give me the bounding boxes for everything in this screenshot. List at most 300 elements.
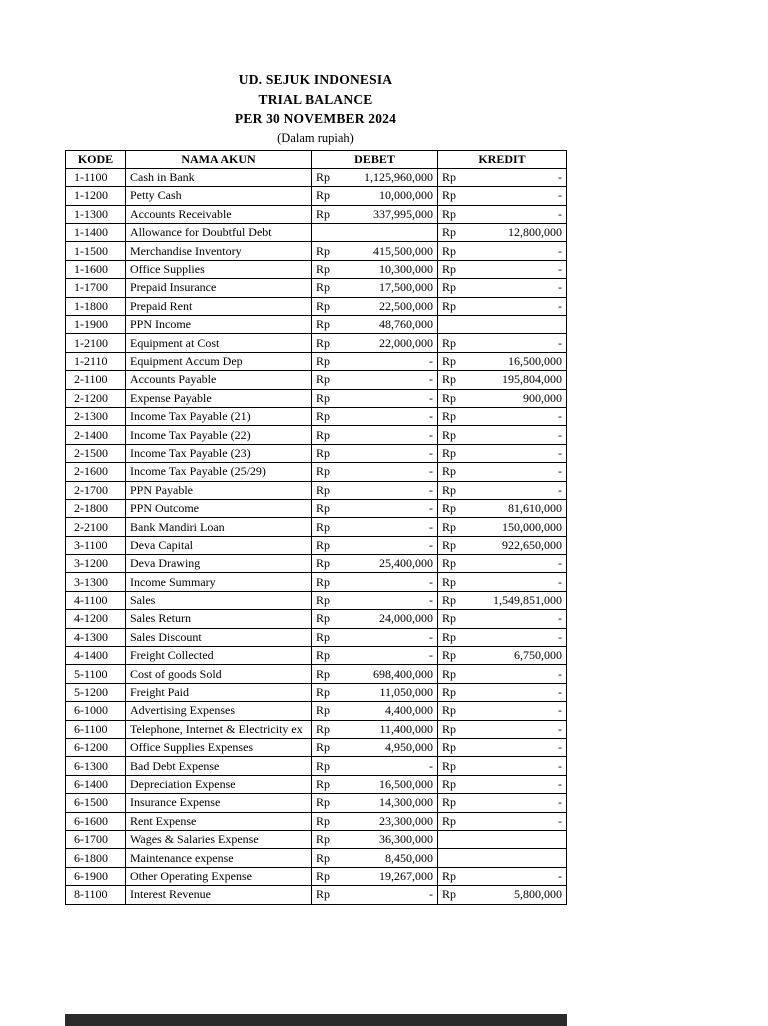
kredit-cell <box>438 407 567 425</box>
debet-value <box>312 573 437 590</box>
kredit-value <box>438 261 566 278</box>
table-row <box>66 757 567 775</box>
kredit-amount: - <box>558 666 562 681</box>
kredit-value <box>438 537 566 554</box>
account-code: 6-1300 <box>66 757 126 775</box>
account-code: 2-1600 <box>66 463 126 481</box>
table-row <box>66 886 567 904</box>
account-name: Interest Revenue <box>126 886 312 904</box>
account-name: Equipment at Cost <box>126 334 312 352</box>
debet-value <box>312 665 437 682</box>
debet-amount: - <box>429 501 433 516</box>
account-name: Petty Cash <box>126 187 312 205</box>
table-row <box>66 481 567 499</box>
table-row <box>66 187 567 205</box>
currency-label: Rp <box>316 372 331 387</box>
debet-value <box>312 371 437 388</box>
debet-value <box>312 757 437 774</box>
debet-amount: 17,500,000 <box>379 280 433 295</box>
account-code: 3-1200 <box>66 555 126 573</box>
debet-amount: - <box>429 519 433 534</box>
debet-cell <box>312 260 438 278</box>
kredit-value <box>438 390 566 407</box>
table-header <box>66 150 567 168</box>
debet-cell <box>312 352 438 370</box>
kredit-value <box>438 555 566 572</box>
debet-cell <box>312 371 438 389</box>
debet-value <box>312 702 437 719</box>
currency-label: Rp <box>442 335 457 350</box>
account-name: Deva Capital <box>126 536 312 554</box>
bottom-dark-bar <box>65 1014 567 1026</box>
table-row <box>66 683 567 701</box>
kredit-amount: - <box>558 262 562 277</box>
currency-label: Rp <box>316 611 331 626</box>
debet-cell <box>312 757 438 775</box>
kredit-value <box>438 169 566 186</box>
account-code: 2-1400 <box>66 426 126 444</box>
account-code: 1-1500 <box>66 242 126 260</box>
kredit-cell <box>438 444 567 462</box>
kredit-amount: - <box>558 758 562 773</box>
kredit-cell <box>438 371 567 389</box>
account-name: Cost of goods Sold <box>126 665 312 683</box>
currency-label: Rp <box>442 776 457 791</box>
currency-label: Rp <box>316 813 331 828</box>
table-row <box>66 775 567 793</box>
kredit-value <box>438 482 566 499</box>
debet-value <box>312 684 437 701</box>
kredit-amount: - <box>558 703 562 718</box>
kredit-value <box>438 206 566 223</box>
currency-label: Rp <box>316 648 331 663</box>
debet-amount: - <box>429 648 433 663</box>
debet-value <box>312 206 437 223</box>
kredit-value <box>438 647 566 664</box>
kredit-amount: - <box>558 243 562 258</box>
kredit-cell <box>438 168 567 186</box>
debet-amount: 415,500,000 <box>373 243 433 258</box>
kredit-amount: - <box>558 574 562 589</box>
debet-cell <box>312 463 438 481</box>
account-code: 1-2100 <box>66 334 126 352</box>
debet-amount: - <box>429 593 433 608</box>
kredit-amount: - <box>558 482 562 497</box>
account-code: 4-1400 <box>66 647 126 665</box>
currency-label: Rp <box>316 537 331 552</box>
debet-value <box>312 445 437 462</box>
table-row <box>66 371 567 389</box>
kredit-amount: - <box>558 776 562 791</box>
debet-cell <box>312 775 438 793</box>
kredit-value <box>438 868 566 885</box>
account-code: 1-1700 <box>66 279 126 297</box>
currency-label: Rp <box>442 868 457 883</box>
currency-label: Rp <box>442 648 457 663</box>
kredit-amount: - <box>558 335 562 350</box>
debet-cell <box>312 610 438 628</box>
column-header-kredit: KREDIT <box>438 150 567 168</box>
kredit-amount: - <box>558 611 562 626</box>
kredit-cell <box>438 867 567 885</box>
kredit-amount: - <box>558 280 562 295</box>
kredit-cell <box>438 205 567 223</box>
debet-value <box>312 242 437 259</box>
currency-label: Rp <box>316 758 331 773</box>
kredit-cell <box>438 555 567 573</box>
account-name: Income Tax Payable (21) <box>126 407 312 425</box>
currency-label: Rp <box>442 519 457 534</box>
currency-label: Rp <box>442 666 457 681</box>
account-code: 2-1800 <box>66 499 126 517</box>
table-row <box>66 316 567 334</box>
debet-cell <box>312 647 438 665</box>
debet-value <box>312 408 437 425</box>
debet-cell <box>312 867 438 885</box>
debet-cell <box>312 316 438 334</box>
currency-label: Rp <box>316 206 331 221</box>
currency-label: Rp <box>316 795 331 810</box>
account-name: PPN Income <box>126 316 312 334</box>
kredit-amount: - <box>558 629 562 644</box>
debet-cell <box>312 444 438 462</box>
currency-label: Rp <box>316 776 331 791</box>
currency-label: Rp <box>316 353 331 368</box>
debet-amount: - <box>429 427 433 442</box>
kredit-cell <box>438 665 567 683</box>
account-code: 1-1300 <box>66 205 126 223</box>
table-row <box>66 591 567 609</box>
currency-label: Rp <box>442 611 457 626</box>
currency-label: Rp <box>442 482 457 497</box>
debet-amount: 10,000,000 <box>379 188 433 203</box>
currency-label: Rp <box>442 887 457 902</box>
account-name: Expense Payable <box>126 389 312 407</box>
debet-value <box>312 482 437 499</box>
debet-cell <box>312 242 438 260</box>
debet-value <box>312 629 437 646</box>
currency-label: Rp <box>316 445 331 460</box>
currency-label: Rp <box>316 721 331 736</box>
currency-label: Rp <box>316 868 331 883</box>
kredit-amount: - <box>558 868 562 883</box>
currency-label: Rp <box>316 556 331 571</box>
account-name: Other Operating Expense <box>126 867 312 885</box>
kredit-value <box>438 445 566 462</box>
currency-label: Rp <box>316 390 331 405</box>
table-row <box>66 849 567 867</box>
kredit-cell <box>438 702 567 720</box>
debet-cell <box>312 628 438 646</box>
table-row <box>66 867 567 885</box>
debet-cell <box>312 205 438 223</box>
currency-label: Rp <box>316 593 331 608</box>
debet-amount: 4,400,000 <box>385 703 433 718</box>
table-row <box>66 389 567 407</box>
table-row <box>66 279 567 297</box>
header-row <box>66 150 567 168</box>
debet-value <box>312 739 437 756</box>
account-code: 6-1400 <box>66 775 126 793</box>
kredit-value <box>438 518 566 535</box>
kredit-value <box>438 224 566 241</box>
kredit-cell <box>438 481 567 499</box>
debet-amount: - <box>429 537 433 552</box>
table-row <box>66 168 567 186</box>
account-code: 1-1100 <box>66 168 126 186</box>
account-name: Prepaid Rent <box>126 297 312 315</box>
currency-label: Rp <box>442 501 457 516</box>
kredit-cell <box>438 775 567 793</box>
debet-value <box>312 776 437 793</box>
debet-cell <box>312 426 438 444</box>
kredit-cell <box>438 849 567 867</box>
table-row <box>66 260 567 278</box>
currency-label: Rp <box>316 280 331 295</box>
currency-label: Rp <box>442 206 457 221</box>
account-name: PPN Payable <box>126 481 312 499</box>
debet-amount: - <box>429 887 433 902</box>
table-row <box>66 407 567 425</box>
account-code: 8-1100 <box>66 886 126 904</box>
currency-label: Rp <box>442 795 457 810</box>
currency-label: Rp <box>442 813 457 828</box>
kredit-amount: 922,650,000 <box>502 537 562 552</box>
kredit-cell <box>438 610 567 628</box>
currency-label: Rp <box>316 427 331 442</box>
kredit-amount: - <box>558 206 562 221</box>
debet-value <box>312 555 437 572</box>
kredit-value <box>438 886 566 903</box>
currency-label: Rp <box>316 243 331 258</box>
kredit-amount: - <box>558 445 562 460</box>
currency-label: Rp <box>316 666 331 681</box>
debet-amount: - <box>429 464 433 479</box>
debet-value <box>312 721 437 738</box>
currency-label: Rp <box>442 243 457 258</box>
debet-cell <box>312 886 438 904</box>
currency-label: Rp <box>442 298 457 313</box>
currency-label: Rp <box>442 262 457 277</box>
kredit-cell <box>438 794 567 812</box>
kredit-value <box>438 298 566 315</box>
kredit-amount: - <box>558 464 562 479</box>
debet-value <box>312 500 437 517</box>
debet-amount: 11,050,000 <box>379 685 433 700</box>
kredit-cell <box>438 591 567 609</box>
currency-label: Rp <box>442 427 457 442</box>
kredit-amount: - <box>558 721 562 736</box>
currency-label: Rp <box>316 170 331 185</box>
account-name: Accounts Payable <box>126 371 312 389</box>
debet-value <box>312 316 437 333</box>
account-code: 1-1900 <box>66 316 126 334</box>
unit-note: (Dalam rupiah) <box>277 130 354 145</box>
debet-value <box>312 849 437 866</box>
table-row <box>66 555 567 573</box>
kredit-value <box>438 426 566 443</box>
column-header-nama-akun: NAMA AKUN <box>126 150 312 168</box>
kredit-value <box>438 279 566 296</box>
kredit-amount: 6,750,000 <box>514 648 562 663</box>
kredit-amount: - <box>558 427 562 442</box>
kredit-value <box>438 665 566 682</box>
kredit-amount: - <box>558 685 562 700</box>
currency-label: Rp <box>316 703 331 718</box>
table-row <box>66 794 567 812</box>
account-code: 3-1300 <box>66 573 126 591</box>
debet-cell <box>312 720 438 738</box>
kredit-cell <box>438 886 567 904</box>
account-name: Office Supplies Expenses <box>126 739 312 757</box>
debet-value <box>312 390 437 407</box>
table-row <box>66 334 567 352</box>
kredit-cell <box>438 224 567 242</box>
currency-label: Rp <box>442 740 457 755</box>
account-name: Freight Collected <box>126 647 312 665</box>
debet-value <box>312 886 437 903</box>
account-code: 6-1600 <box>66 812 126 830</box>
account-name: Cash in Bank <box>126 168 312 186</box>
account-code: 5-1100 <box>66 665 126 683</box>
kredit-cell <box>438 720 567 738</box>
debet-amount: 8,450,000 <box>385 850 433 865</box>
debet-value <box>312 426 437 443</box>
currency-label: Rp <box>316 574 331 589</box>
debet-amount: 16,500,000 <box>379 776 433 791</box>
account-name: Freight Paid <box>126 683 312 701</box>
debet-cell <box>312 812 438 830</box>
kredit-amount: - <box>558 298 562 313</box>
account-code: 5-1200 <box>66 683 126 701</box>
kredit-cell <box>438 536 567 554</box>
debet-cell <box>312 591 438 609</box>
debet-value <box>312 610 437 627</box>
kredit-cell <box>438 647 567 665</box>
kredit-value <box>438 776 566 793</box>
debet-cell <box>312 224 438 242</box>
account-name: Income Tax Payable (22) <box>126 426 312 444</box>
debet-amount: - <box>429 758 433 773</box>
table-row <box>66 830 567 848</box>
currency-label: Rp <box>316 298 331 313</box>
kredit-amount: - <box>558 813 562 828</box>
kredit-cell <box>438 260 567 278</box>
currency-label: Rp <box>316 519 331 534</box>
debet-value <box>312 868 437 885</box>
kredit-cell <box>438 739 567 757</box>
currency-label: Rp <box>442 685 457 700</box>
kredit-cell <box>438 518 567 536</box>
kredit-cell <box>438 463 567 481</box>
kredit-value <box>438 610 566 627</box>
debet-cell <box>312 702 438 720</box>
debet-amount: 1,125,960,000 <box>364 170 433 185</box>
column-header-kode: KODE <box>66 150 126 168</box>
account-code: 6-1800 <box>66 849 126 867</box>
currency-label: Rp <box>316 188 331 203</box>
currency-label: Rp <box>442 445 457 460</box>
account-name: Allowance for Doubtful Debt <box>126 224 312 242</box>
kredit-value <box>438 739 566 756</box>
table-row <box>66 536 567 554</box>
debet-value <box>312 334 437 351</box>
kredit-cell <box>438 187 567 205</box>
table-row <box>66 499 567 517</box>
account-name: Accounts Receivable <box>126 205 312 223</box>
table-row <box>66 610 567 628</box>
account-name: Rent Expense <box>126 812 312 830</box>
account-code: 4-1100 <box>66 591 126 609</box>
account-code: 2-1500 <box>66 444 126 462</box>
account-name: Deva Drawing <box>126 555 312 573</box>
currency-label: Rp <box>316 740 331 755</box>
currency-label: Rp <box>316 501 331 516</box>
table-row <box>66 205 567 223</box>
debet-value <box>312 279 437 296</box>
account-code: 2-1700 <box>66 481 126 499</box>
currency-label: Rp <box>442 556 457 571</box>
currency-label: Rp <box>442 593 457 608</box>
account-code: 2-1300 <box>66 407 126 425</box>
table-row <box>66 297 567 315</box>
kredit-cell <box>438 628 567 646</box>
table-row <box>66 720 567 738</box>
kredit-amount: 16,500,000 <box>508 353 562 368</box>
currency-label: Rp <box>442 372 457 387</box>
kredit-cell <box>438 812 567 830</box>
account-name: Maintenance expense <box>126 849 312 867</box>
kredit-cell <box>438 830 567 848</box>
account-code: 2-2100 <box>66 518 126 536</box>
kredit-value <box>438 702 566 719</box>
table-row <box>66 702 567 720</box>
account-code: 4-1300 <box>66 628 126 646</box>
kredit-value <box>438 463 566 480</box>
account-name: Bank Mandiri Loan <box>126 518 312 536</box>
debet-cell <box>312 665 438 683</box>
table-row <box>66 444 567 462</box>
account-name: Prepaid Insurance <box>126 279 312 297</box>
kredit-cell <box>438 242 567 260</box>
debet-amount: 36,300,000 <box>379 832 433 847</box>
debet-value <box>312 298 437 315</box>
debet-amount: 698,400,000 <box>373 666 433 681</box>
debet-amount: 48,760,000 <box>379 317 433 332</box>
debet-value <box>312 261 437 278</box>
kredit-amount: 81,610,000 <box>508 501 562 516</box>
debet-cell <box>312 573 438 591</box>
kredit-amount: 150,000,000 <box>502 519 562 534</box>
debet-amount: 22,500,000 <box>379 298 433 313</box>
debet-value <box>312 647 437 664</box>
currency-label: Rp <box>442 188 457 203</box>
account-code: 1-2110 <box>66 352 126 370</box>
debet-value <box>312 592 437 609</box>
kredit-cell <box>438 683 567 701</box>
kredit-value <box>438 408 566 425</box>
currency-label: Rp <box>316 629 331 644</box>
debet-cell <box>312 794 438 812</box>
kredit-value <box>438 353 566 370</box>
kredit-cell <box>438 279 567 297</box>
debet-value <box>312 518 437 535</box>
kredit-value <box>438 592 566 609</box>
debet-amount: - <box>429 390 433 405</box>
debet-cell <box>312 481 438 499</box>
kredit-amount: - <box>558 556 562 571</box>
debet-cell <box>312 849 438 867</box>
